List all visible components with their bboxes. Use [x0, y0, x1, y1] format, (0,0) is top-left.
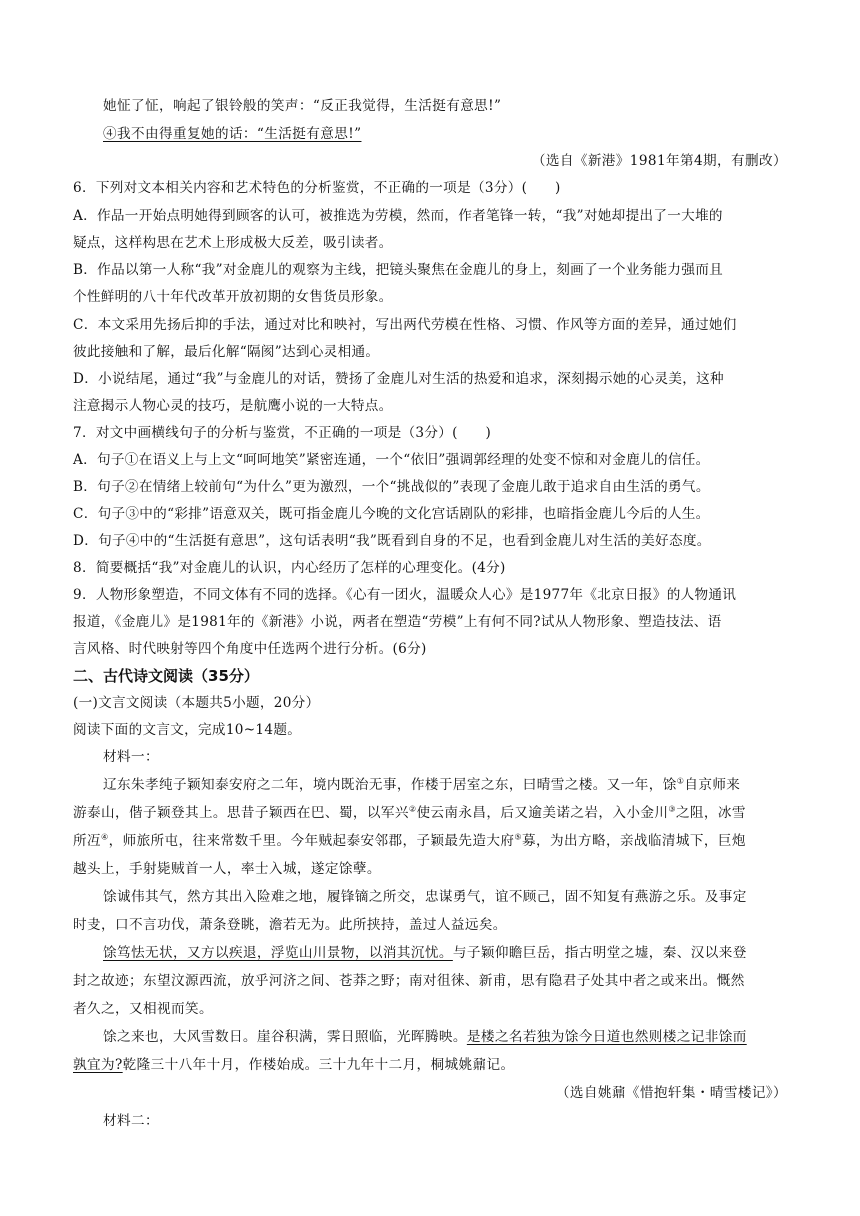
- q6-option-a: A．作品一开始点明她得到顾客的认可，被推选为劳模，然而，作者笔锋一转，“我”对她却提出了一大堆的: [73, 208, 723, 224]
- underlined-sentence-4: ④我不由得重复她的话：“生活挺有意思!”: [103, 126, 362, 142]
- q7-option-d: D．句子④中的“生活挺有意思”，这句话表明“我”既看到自身的不足，也看到金鹿儿对生活的美好态度。: [73, 533, 711, 549]
- question-9: 9．人物形象塑造，不同文体有不同的选择。《心有一团火，温暖众人心》是1977年《北京日报》的人物通讯: [73, 587, 737, 603]
- classical-text-line: 馀笃怯无状，又方以疾退，浮览山川景物，以消其沉忧。与子颖仰瞻巨岳，指古明堂之墟，秦、汉以来登: [103, 945, 747, 961]
- classical-text-line: 封之故迹；东望汶源西流，放乎河济之间、苍莽之野；南对徂徕、新甫，思有隐君子处其中者之或来出。慨然: [73, 973, 745, 989]
- material-2-label: 材料二：: [103, 1113, 159, 1129]
- q6-option-d-cont: 注意揭示人物心灵的技巧，是航鹰小说的一大特点。: [73, 398, 393, 414]
- classical-text-line: 时叏，口不言功伐，萧条登眺，澹若无为。此所挟持，盖过人益远矣。: [73, 917, 507, 933]
- classical-text-line: 辽东朱孝纯子颖知泰安府之二年，境内既治无事，作楼于居室之东，曰晴雪之楼。又一年，馀①自京师来: [103, 776, 741, 793]
- question-8: 8．简要概括“我”对金鹿儿的认识，内心经历了怎样的心理变化。(4分): [73, 560, 506, 576]
- q7-option-a: A．句子①在语义上与上文“呵呵地笑”紧密连通，一个“依旧”强调郭经理的处变不惊和对金鹿儿的信任。: [73, 452, 710, 468]
- reading-instruction: 阅读下面的文言文，完成10~14题。: [73, 722, 302, 738]
- classical-text-line: 游泰山，偕子颖登其上。思昔子颖西在巴、蜀，以军兴②使云南永昌，后又逾美诺之岩，入小金川③之阻，冰雪: [73, 804, 746, 821]
- underlined-sentence: 是楼之名若独为馀今日道也然则楼之记非馀而: [466, 1029, 747, 1045]
- q7-option-c: C．句子③中的“彩排”语意双关，既可指金鹿儿今晚的文化宫话剧队的彩排，也暗指金鹿儿今后的人生。: [73, 506, 710, 522]
- story-source: （选自《新港》1981年第4期，有删改）: [531, 153, 787, 169]
- q6-option-c: C．本文采用先扬后抑的手法，通过对比和映衬，写出两代劳模在性格、习惯、作风等方面的差异，通过她们: [73, 317, 737, 333]
- material-1-label: 材料一：: [103, 749, 159, 765]
- question-9-cont: 报道，《金鹿儿》是1981年的《新港》小说，两者在塑造“劳模”上有何不同?试从人物形象、塑造技法、语: [73, 614, 722, 630]
- q6-option-d: D．小说结尾，通过“我”与金鹿儿的对话，赞扬了金鹿儿对生活的热爱和追求，深刻揭示她的心灵美，这种: [73, 371, 724, 387]
- question-6-stem: 6．下列对文本相关内容和艺术特色的分析鉴赏，不正确的一项是（3分）( ): [73, 180, 561, 196]
- underlined-sentence: 孰宜为?: [73, 1057, 123, 1073]
- section-2-title: 二、古代诗文阅读（35分）: [73, 667, 259, 685]
- classical-text-line: 馀诚伟其气，然方其出入险难之地，履锋镝之所交，忠谋勇气，谊不顾己，固不知复有燕游之乐。及事定: [103, 889, 747, 905]
- question-9-cont: 言风格、时代映射等四个角度中任选两个进行分析。(6分): [73, 641, 427, 657]
- q6-option-c-cont: 彼此接触和了解，最后化解“隔阂”达到心灵相通。: [73, 344, 380, 360]
- classical-text-line: 馀之来也，大风雪数日。崖谷积满，霁日照临，光晖腾映。是楼之名若独为馀今日道也然则楼之记非馀而: [103, 1029, 747, 1045]
- underlined-sentence: 馀笃怯无状，又方以疾退，浮览山川景物，以消其沉忧。: [103, 945, 453, 961]
- classical-text-line: 越头上，手射毙贼首一人，率士入城，遂定馀孽。: [73, 861, 381, 877]
- subsection-title: (一)文言文阅读（本题共5小题，20分）: [73, 695, 320, 711]
- q7-option-b: B．句子②在情绪上较前句“为什么”更为激烈，一个“挑战似的”表现了金鹿儿敢于追求自由生活的勇气。: [73, 479, 710, 495]
- classical-text-line: 者久之，又相视而笑。: [73, 1001, 213, 1017]
- q6-option-b-cont: 个性鲜明的八十年代改革开放初期的女售货员形象。: [73, 289, 393, 305]
- q6-option-b: B．作品以第一人称“我”对金鹿儿的观察为主线，把镜头聚焦在金鹿儿的身上，刻画了一个业务能力强而且: [73, 262, 724, 278]
- q6-option-a-cont: 疑点，这样构思在艺术上形成极大反差，吸引读者。: [73, 235, 393, 251]
- story-line: 她怔了怔，响起了银铃般的笑声：“反正我觉得，生活挺有意思!”: [103, 98, 502, 114]
- classical-source: （选自姚鼐《惜抱轩集・晴雪楼记》）: [555, 1085, 787, 1101]
- classical-text-line: 所冱④，师旅所屯，往来常数千里。今年贼起泰安邻郡，子颖最先造大府⑤募，为出方略，亲战临清城下，巨炮: [73, 832, 746, 849]
- question-7-stem: 7．对文中画横线句子的分析与鉴赏，不正确的一项是（3分）( ): [73, 425, 492, 441]
- classical-text-line: 孰宜为?乾隆三十八年十月，作楼始成。三十九年十二月，桐城姚鼐记。: [73, 1057, 515, 1073]
